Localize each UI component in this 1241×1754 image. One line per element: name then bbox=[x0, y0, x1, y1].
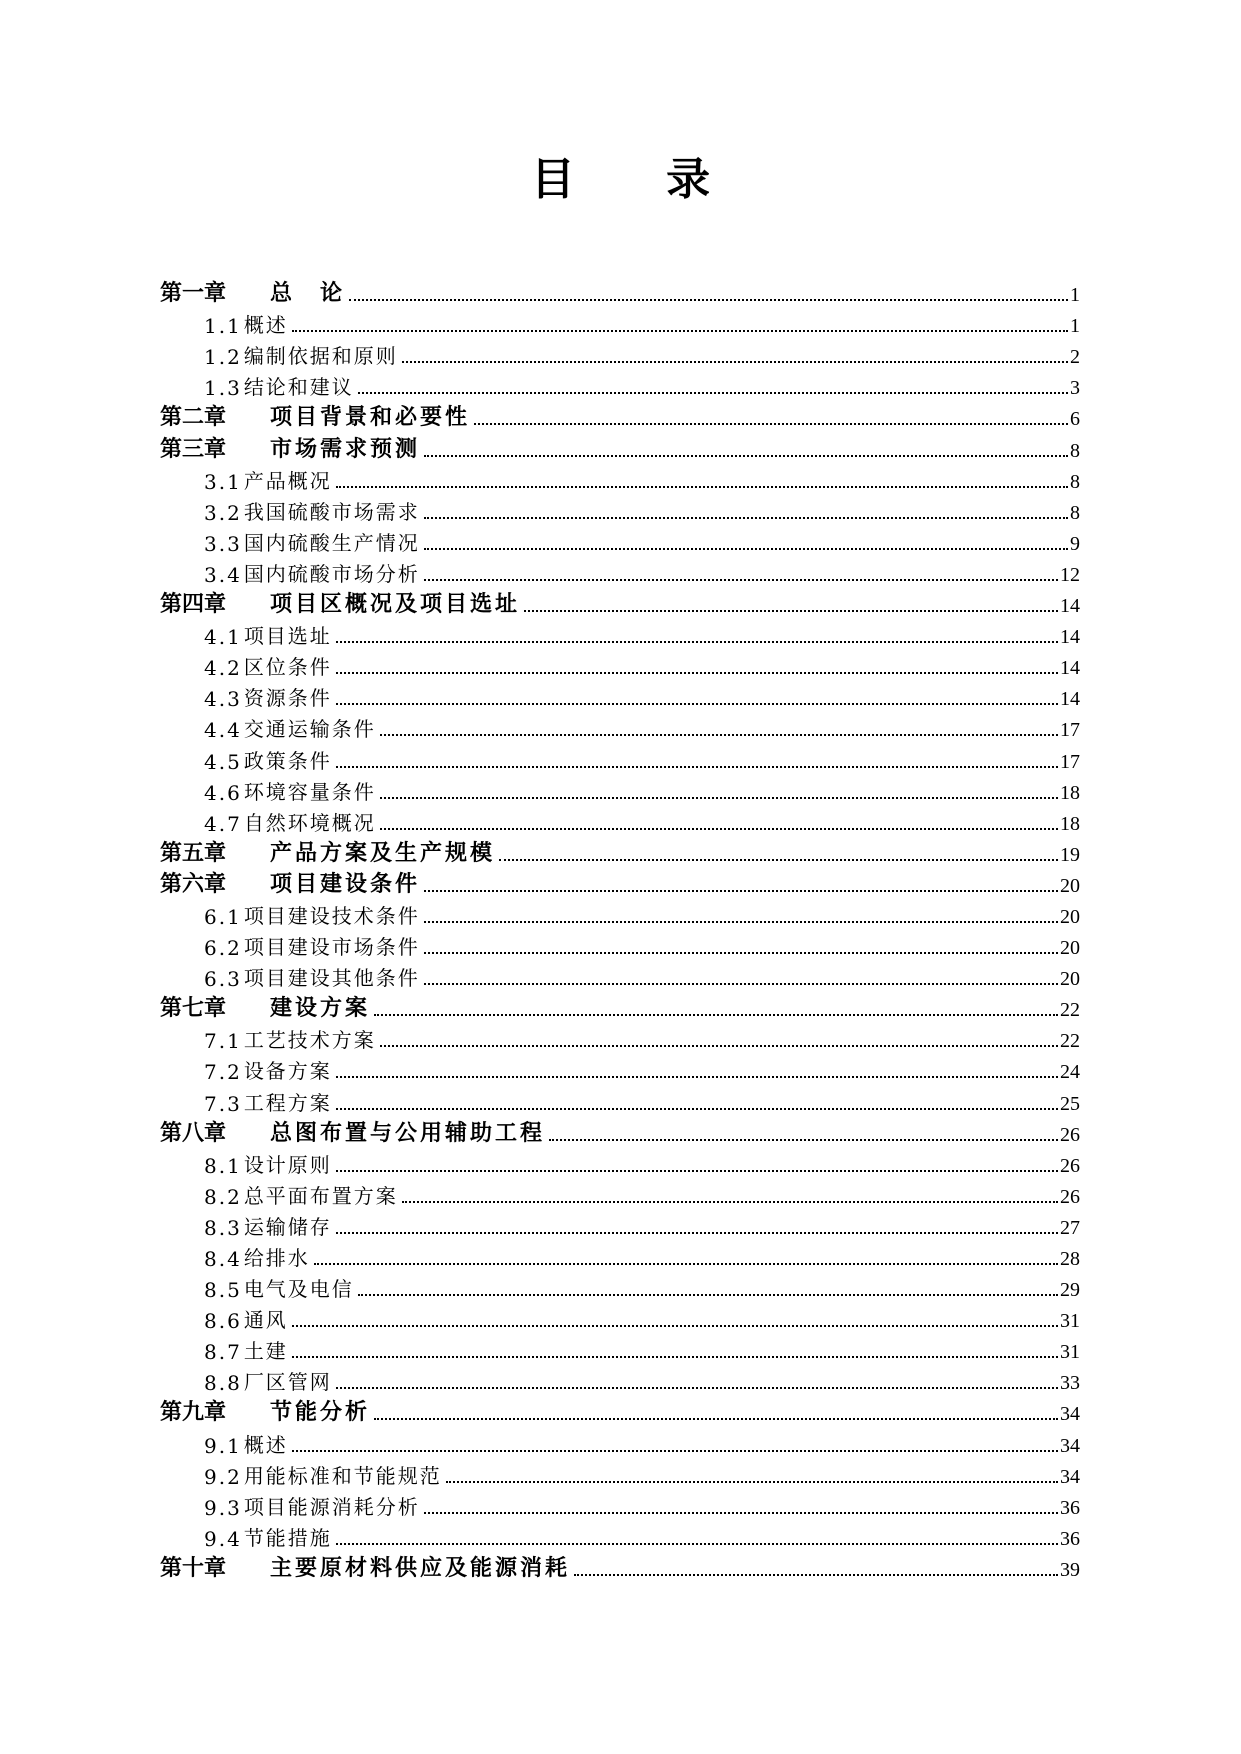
toc-entry-title: 总平面布置方案 bbox=[243, 1183, 398, 1208]
dot-leader bbox=[549, 1139, 1058, 1141]
toc-entry-title: 工艺技术方案 bbox=[243, 1028, 376, 1053]
dot-leader bbox=[292, 1356, 1058, 1358]
dot-leader bbox=[402, 1201, 1058, 1203]
toc-entry-number: 第六章 bbox=[160, 871, 227, 897]
dot-leader bbox=[574, 1574, 1058, 1576]
toc-entry-number: 1.2 bbox=[204, 345, 242, 370]
toc-entry-title: 政策条件 bbox=[243, 748, 332, 773]
toc-chapter-entry[interactable] bbox=[160, 867, 1080, 898]
dot-leader bbox=[424, 921, 1058, 923]
toc-section-entry[interactable] bbox=[160, 929, 1080, 960]
toc-entry-title: 项目区概况及项目选址 bbox=[270, 592, 521, 618]
toc-section-entry[interactable] bbox=[160, 338, 1080, 369]
toc-entry-number: 8.5 bbox=[204, 1278, 242, 1303]
toc-entry-number: 1.3 bbox=[204, 376, 242, 401]
toc-entry-title: 厂区管网 bbox=[243, 1370, 332, 1395]
toc-page-number: 31 bbox=[1060, 1341, 1080, 1364]
toc-entry-title: 项目建设条件 bbox=[270, 871, 421, 897]
toc-entry-number: 第七章 bbox=[160, 996, 227, 1022]
dot-leader bbox=[336, 766, 1058, 768]
dot-leader bbox=[424, 1512, 1058, 1514]
toc-page-number: 1 bbox=[1070, 284, 1080, 307]
toc-page-number: 17 bbox=[1060, 750, 1080, 773]
toc-entry-number: 6.2 bbox=[204, 936, 242, 961]
dot-leader bbox=[336, 1076, 1058, 1078]
toc-page-number: 14 bbox=[1060, 626, 1080, 649]
toc-page-number: 29 bbox=[1060, 1279, 1080, 1302]
toc-entry-number: 9.1 bbox=[204, 1433, 242, 1458]
toc-page-number: 14 bbox=[1060, 657, 1080, 680]
toc-entry-number: 9.2 bbox=[204, 1464, 242, 1489]
toc-entry-title: 节能分析 bbox=[270, 1400, 371, 1426]
toc-entry-number: 3.2 bbox=[204, 500, 242, 525]
toc-entry-number: 7.1 bbox=[204, 1029, 242, 1054]
toc-section-entry[interactable] bbox=[160, 463, 1080, 494]
toc-entry-title: 产品概况 bbox=[243, 468, 332, 493]
toc-section-entry[interactable] bbox=[160, 369, 1080, 400]
dot-leader bbox=[402, 361, 1068, 363]
toc-entry-title: 总 论 bbox=[270, 281, 346, 307]
toc-page-number: 2 bbox=[1070, 346, 1080, 369]
dot-leader bbox=[424, 455, 1068, 457]
toc-entry-title: 项目能源消耗分析 bbox=[243, 1494, 420, 1519]
toc-page-number: 20 bbox=[1060, 968, 1080, 991]
toc-entry-number: 4.7 bbox=[204, 811, 242, 836]
toc-entry-title: 我国硫酸市场需求 bbox=[243, 499, 420, 524]
dot-leader bbox=[424, 983, 1058, 985]
toc-entry-number: 4.3 bbox=[204, 687, 242, 712]
toc-entry-title: 自然环境概况 bbox=[243, 810, 376, 835]
toc-page-number: 14 bbox=[1060, 595, 1080, 618]
toc-entry-title: 区位条件 bbox=[243, 655, 332, 680]
dot-leader bbox=[380, 1045, 1058, 1047]
dot-leader bbox=[424, 548, 1068, 550]
toc-chapter-entry[interactable] bbox=[160, 1395, 1080, 1426]
toc-chapter-entry[interactable] bbox=[160, 400, 1080, 431]
toc-entry-title: 电气及电信 bbox=[243, 1277, 354, 1302]
dot-leader bbox=[336, 703, 1058, 705]
toc-section-entry[interactable] bbox=[160, 898, 1080, 929]
toc-entry-number: 第三章 bbox=[160, 436, 227, 462]
toc-section-entry[interactable] bbox=[160, 1271, 1080, 1302]
toc-section-entry[interactable] bbox=[160, 1147, 1080, 1178]
toc-entry-number: 4.6 bbox=[204, 780, 242, 805]
toc-entry-title: 节能措施 bbox=[243, 1525, 332, 1550]
toc-entry-title: 项目建设市场条件 bbox=[243, 935, 420, 960]
toc-entry-title: 项目建设其他条件 bbox=[243, 966, 420, 991]
toc-section-entry[interactable] bbox=[160, 774, 1080, 805]
toc-entry-number: 7.2 bbox=[204, 1060, 242, 1085]
toc-entry-number: 4.1 bbox=[204, 625, 242, 650]
toc-entry-title: 给排水 bbox=[243, 1246, 310, 1270]
toc-entry-number: 第一章 bbox=[160, 281, 227, 307]
dot-leader bbox=[524, 610, 1058, 612]
toc-entry-title: 结论和建议 bbox=[243, 375, 354, 400]
toc-section-entry[interactable] bbox=[160, 494, 1080, 525]
toc-section-entry[interactable] bbox=[160, 556, 1080, 587]
dot-leader bbox=[336, 486, 1068, 488]
toc-section-entry[interactable] bbox=[160, 1022, 1080, 1053]
dot-leader bbox=[336, 1232, 1058, 1234]
dot-leader bbox=[292, 1325, 1058, 1327]
toc-entry-title: 资源条件 bbox=[243, 686, 332, 711]
toc-section-entry[interactable] bbox=[160, 1209, 1080, 1240]
toc-page-number: 8 bbox=[1070, 501, 1080, 524]
toc-entry-title: 建设方案 bbox=[270, 996, 371, 1022]
toc-section-entry[interactable] bbox=[160, 1489, 1080, 1520]
toc-page-number: 6 bbox=[1070, 408, 1080, 431]
toc-page-number: 39 bbox=[1060, 1558, 1080, 1581]
toc-entry-title: 运输储存 bbox=[243, 1214, 332, 1239]
toc-section-entry[interactable] bbox=[160, 1178, 1080, 1209]
toc-entry-title: 项目背景和必要性 bbox=[270, 405, 471, 431]
toc-page-number: 20 bbox=[1060, 937, 1080, 960]
toc-entry-number: 8.7 bbox=[204, 1340, 242, 1365]
toc-entry-number: 4.2 bbox=[204, 656, 242, 681]
toc-entry-number: 9.4 bbox=[204, 1526, 242, 1551]
toc-page-number: 12 bbox=[1060, 563, 1080, 586]
toc-section-entry[interactable] bbox=[160, 1084, 1080, 1115]
toc-section-entry[interactable] bbox=[160, 680, 1080, 711]
toc-entry-number: 4.5 bbox=[204, 749, 242, 774]
toc-entry-number: 3.3 bbox=[204, 531, 242, 556]
toc-section-entry[interactable] bbox=[160, 618, 1080, 649]
toc-entry-title: 概述 bbox=[243, 313, 288, 338]
toc-entry-title: 主要原材料供应及能源消耗 bbox=[270, 1555, 571, 1581]
toc-section-entry[interactable] bbox=[160, 1053, 1080, 1084]
dot-leader bbox=[424, 579, 1058, 581]
dot-leader bbox=[424, 890, 1058, 892]
toc-entry-title: 编制依据和原则 bbox=[243, 344, 398, 369]
dot-leader bbox=[336, 672, 1058, 674]
toc-entry-title: 设计原则 bbox=[243, 1152, 332, 1177]
dot-leader bbox=[292, 330, 1068, 332]
toc-entry-title: 国内硫酸生产情况 bbox=[243, 530, 420, 555]
toc-chapter-entry[interactable] bbox=[160, 836, 1080, 867]
dot-leader bbox=[314, 1263, 1058, 1265]
toc-page-number: 14 bbox=[1060, 688, 1080, 711]
toc-page-number: 26 bbox=[1060, 1123, 1080, 1146]
toc-section-entry[interactable] bbox=[160, 711, 1080, 742]
toc-page-number: 25 bbox=[1060, 1092, 1080, 1115]
toc-entry-number: 7.3 bbox=[204, 1091, 242, 1116]
toc-section-entry[interactable] bbox=[160, 649, 1080, 680]
toc-entry-title: 交通运输条件 bbox=[243, 717, 376, 742]
toc-entry-title: 总图布置与公用辅助工程 bbox=[270, 1120, 546, 1146]
toc-entry-title: 设备方案 bbox=[243, 1059, 332, 1084]
dot-leader bbox=[336, 641, 1058, 643]
toc-entry-title: 产品方案及生产规模 bbox=[270, 840, 496, 866]
toc-entry-number: 9.3 bbox=[204, 1495, 242, 1520]
toc-entry-number: 4.4 bbox=[204, 718, 242, 743]
dot-leader bbox=[499, 859, 1058, 861]
toc-entry-title: 市场需求预测 bbox=[270, 436, 421, 462]
toc-entry-number: 第九章 bbox=[160, 1400, 227, 1426]
toc-page-number: 22 bbox=[1060, 1030, 1080, 1053]
toc-section-entry[interactable] bbox=[160, 1333, 1080, 1364]
page-title: 目 录 bbox=[530, 154, 749, 205]
toc-page-number: 22 bbox=[1060, 999, 1080, 1022]
dot-leader bbox=[380, 828, 1058, 830]
toc-section-entry[interactable] bbox=[160, 805, 1080, 836]
toc-entry-title: 工程方案 bbox=[243, 1090, 332, 1115]
toc-entry-number: 1.1 bbox=[204, 314, 242, 339]
dot-leader bbox=[424, 952, 1058, 954]
toc-section-entry[interactable] bbox=[160, 1520, 1080, 1551]
toc-page-number: 36 bbox=[1060, 1496, 1080, 1519]
dot-leader bbox=[380, 734, 1058, 736]
toc-page-number: 18 bbox=[1060, 812, 1080, 835]
dot-leader bbox=[292, 1450, 1058, 1452]
toc-entry-number: 3.1 bbox=[204, 469, 242, 494]
toc-entry-title: 项目建设技术条件 bbox=[243, 903, 420, 928]
toc-section-entry[interactable] bbox=[160, 1302, 1080, 1333]
toc-entry-number: 第八章 bbox=[160, 1120, 227, 1146]
dot-leader bbox=[380, 797, 1058, 799]
toc-section-entry[interactable] bbox=[160, 307, 1080, 338]
toc-entry-number: 3.4 bbox=[204, 562, 242, 587]
toc-page-number: 20 bbox=[1060, 874, 1080, 897]
toc-entry-title: 土建 bbox=[243, 1339, 288, 1364]
toc-page-number: 24 bbox=[1060, 1061, 1080, 1084]
dot-leader bbox=[424, 517, 1068, 519]
toc-entry-number: 第十章 bbox=[160, 1555, 227, 1581]
toc-section-entry[interactable] bbox=[160, 742, 1080, 773]
toc-entry-title: 项目选址 bbox=[243, 624, 332, 649]
dot-leader bbox=[349, 299, 1068, 301]
toc-chapter-entry[interactable] bbox=[160, 276, 1080, 307]
toc-page-number: 27 bbox=[1060, 1216, 1080, 1239]
toc-section-entry[interactable] bbox=[160, 1458, 1080, 1489]
toc-entry-number: 8.8 bbox=[204, 1371, 242, 1396]
toc-entry-title: 通风 bbox=[243, 1308, 288, 1333]
toc-page-number: 3 bbox=[1070, 377, 1080, 400]
toc-section-entry[interactable] bbox=[160, 1364, 1080, 1395]
toc-entry-title: 概述 bbox=[243, 1432, 288, 1457]
toc-entry-title: 国内硫酸市场分析 bbox=[243, 561, 420, 586]
dot-leader bbox=[446, 1481, 1058, 1483]
dot-leader bbox=[374, 1418, 1058, 1420]
toc-page-number: 26 bbox=[1060, 1154, 1080, 1177]
table-of-contents bbox=[160, 276, 1080, 1582]
toc-page-number: 36 bbox=[1060, 1527, 1080, 1550]
toc-page-number: 9 bbox=[1070, 532, 1080, 555]
toc-entry-number: 8.3 bbox=[204, 1215, 242, 1240]
toc-entry-number: 第五章 bbox=[160, 840, 227, 866]
toc-page-number: 33 bbox=[1060, 1372, 1080, 1395]
dot-leader bbox=[374, 1014, 1058, 1016]
toc-chapter-entry[interactable] bbox=[160, 991, 1080, 1022]
toc-entry-number: 8.1 bbox=[204, 1153, 242, 1178]
toc-section-entry[interactable] bbox=[160, 960, 1080, 991]
toc-page-number: 8 bbox=[1070, 439, 1080, 462]
toc-entry-number: 第二章 bbox=[160, 405, 227, 431]
toc-entry-number: 8.4 bbox=[204, 1247, 242, 1271]
dot-leader bbox=[336, 1387, 1058, 1389]
dot-leader bbox=[336, 1543, 1058, 1545]
toc-entry-number: 6.1 bbox=[204, 904, 242, 929]
toc-entry-title: 环境容量条件 bbox=[243, 779, 376, 804]
toc-chapter-entry[interactable] bbox=[160, 587, 1080, 618]
dot-leader bbox=[336, 1108, 1058, 1110]
toc-entry-number: 8.2 bbox=[204, 1184, 242, 1209]
toc-chapter-entry[interactable] bbox=[160, 1116, 1080, 1147]
dot-leader bbox=[358, 1294, 1058, 1296]
toc-page-number: 28 bbox=[1060, 1248, 1080, 1270]
toc-chapter-entry[interactable] bbox=[160, 1551, 1080, 1582]
toc-entry-number: 8.6 bbox=[204, 1309, 242, 1334]
toc-section-entry[interactable] bbox=[160, 1426, 1080, 1457]
toc-page-number: 34 bbox=[1060, 1403, 1080, 1426]
toc-page-number: 31 bbox=[1060, 1310, 1080, 1333]
toc-entry-number: 6.3 bbox=[204, 967, 242, 992]
toc-page-number: 20 bbox=[1060, 905, 1080, 928]
toc-section-entry[interactable] bbox=[160, 1240, 1080, 1271]
toc-page-number: 34 bbox=[1060, 1465, 1080, 1488]
toc-chapter-entry[interactable] bbox=[160, 431, 1080, 462]
toc-entry-number: 第四章 bbox=[160, 592, 227, 618]
dot-leader bbox=[474, 423, 1068, 425]
toc-entry-title: 用能标准和节能规范 bbox=[243, 1463, 442, 1488]
toc-page-number: 34 bbox=[1060, 1434, 1080, 1457]
dot-leader bbox=[336, 1170, 1058, 1172]
toc-page-number: 18 bbox=[1060, 781, 1080, 804]
dot-leader bbox=[358, 392, 1068, 394]
toc-page-number: 1 bbox=[1070, 315, 1080, 338]
toc-page-number: 8 bbox=[1070, 470, 1080, 493]
toc-page-number: 26 bbox=[1060, 1185, 1080, 1208]
toc-section-entry[interactable] bbox=[160, 525, 1080, 556]
toc-page-number: 19 bbox=[1060, 843, 1080, 866]
toc-page-number: 17 bbox=[1060, 719, 1080, 742]
